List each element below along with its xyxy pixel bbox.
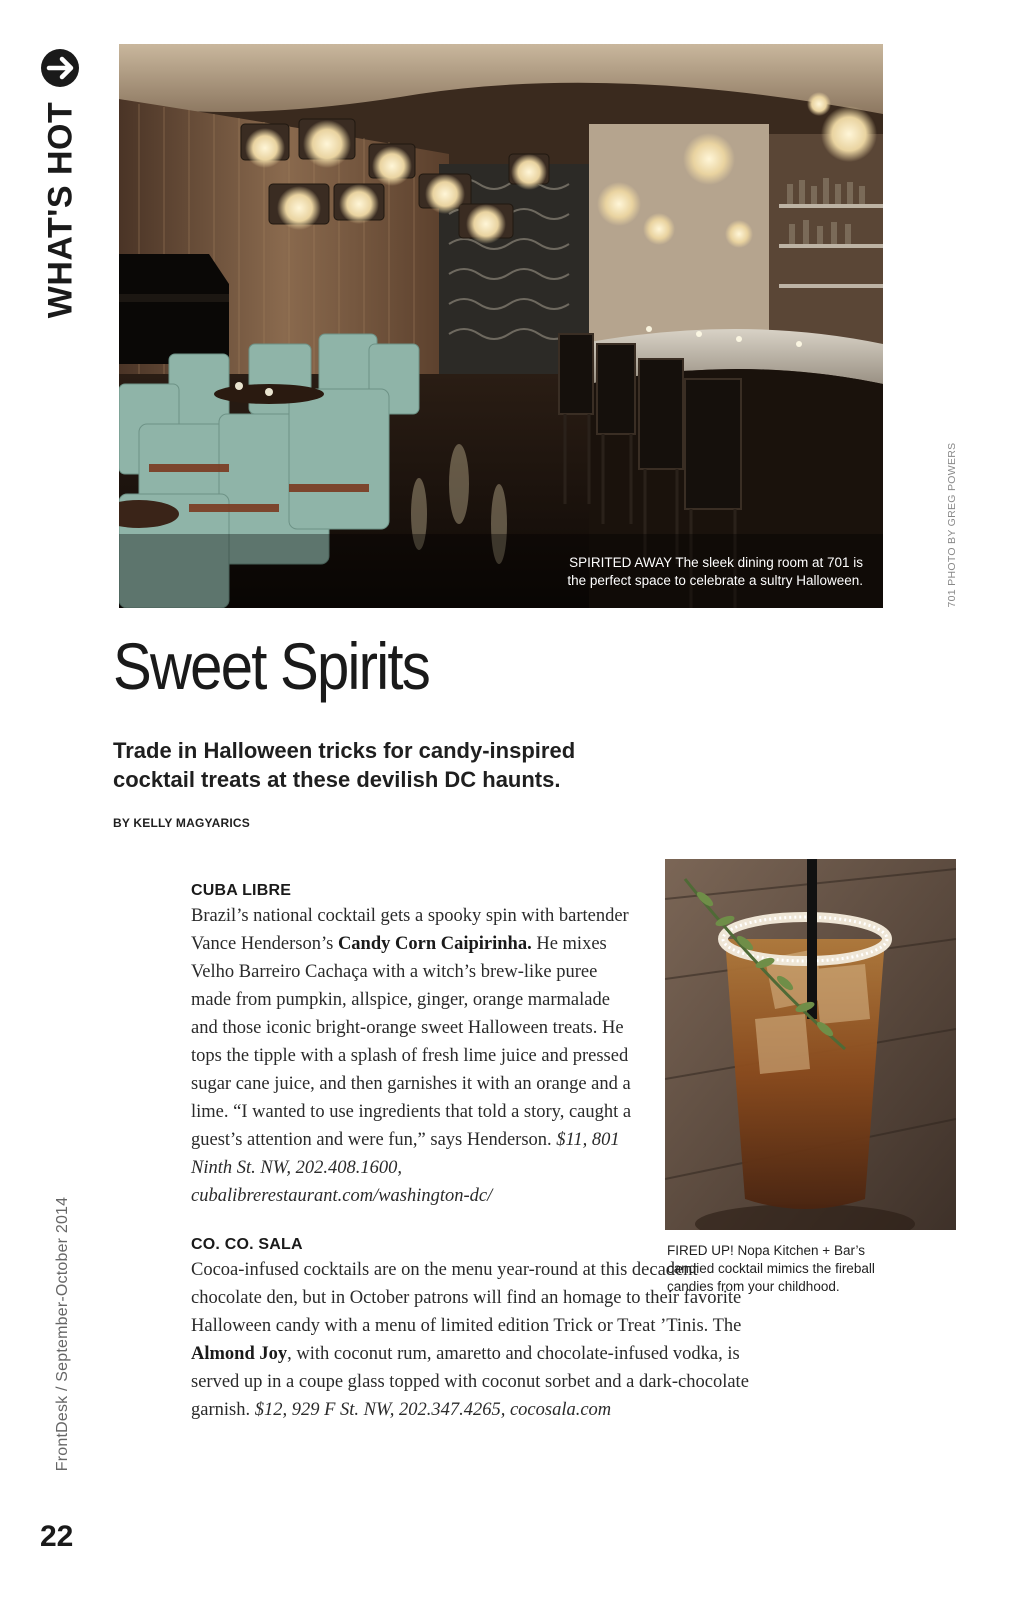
section-tag	[38, 40, 84, 319]
paragraph-text: Brazil’s national cocktail gets a spooky spin with bartender Vance Henderson’s	[191, 906, 629, 954]
section-label: WHAT'S HOT	[41, 101, 80, 319]
hero-caption-line-1: SPIRITED AWAY The sleek dining room at 701 is	[569, 555, 863, 570]
arrow-right-circle-icon	[40, 48, 80, 88]
drink-photo	[665, 859, 956, 1230]
hero-photo	[119, 44, 883, 608]
article-deck	[113, 736, 673, 794]
deck-line-2: cocktail treats at these devilish DC haunts.	[113, 767, 561, 792]
section-heading: CUBA LIBRE	[191, 882, 292, 899]
drink-caption	[667, 1242, 927, 1296]
article-title: Sweet Spirits	[113, 629, 430, 703]
venue-details: $12, 929 F St. NW, 202.347.4265, cocosala.com	[254, 1400, 612, 1420]
drink-name: Candy Corn Caipirinha.	[337, 934, 532, 954]
cocktail-image	[665, 859, 956, 1230]
paragraph-text: , with coconut rum, amaretto and chocolate-infused vodka, is served up in a coupe glass topped with coconut sorbet and a dark-chocolate garnish.	[191, 1344, 749, 1420]
paragraph-text: He mixes Velho Barreiro Cachaça with a witch’s brew-like puree made from pumpkin, allspice, ginger, orange marmalade and those iconic bright-orange sweet Halloween treats. He tops the tipple with a splash of fresh lime juice and pressed sugar cane juice, and then garnishes it with an orange and a lime. “I wanted to use ingredients that told a story, caught a guest’s attention and were fun,” says Henderson.	[191, 934, 632, 1150]
photo-credit: 701 PHOTO BY GREG POWERS	[946, 442, 958, 608]
restaurant-interior-image	[119, 44, 883, 608]
hero-caption	[503, 554, 863, 590]
drink-name: Almond Joy	[191, 1344, 288, 1364]
byline: BY KELLY MAGYARICS	[113, 816, 250, 830]
venue-details: $11, 801 Ninth St. NW, 202.408.1600, cubalibrerestaurant.com/washington-dc/	[191, 1130, 620, 1206]
drink-caption-line-2: candied cocktail mimics the fireball	[667, 1261, 875, 1276]
section-paragraph	[191, 902, 636, 1210]
drink-caption-line-1: FIRED UP! Nopa Kitchen + Bar’s	[667, 1243, 865, 1258]
section-heading: CO. CO. SALA	[191, 1236, 303, 1253]
hero-caption-line-2: the perfect space to celebrate a sultry Halloween.	[567, 573, 863, 588]
deck-line-1: Trade in Halloween tricks for candy-inspired	[113, 738, 576, 763]
page-number: 22	[40, 1520, 74, 1553]
publication-folio: FrontDesk / September-October 2014	[54, 1196, 71, 1472]
drink-caption-line-3: candies from your childhood.	[667, 1279, 840, 1294]
paragraph-text: Cocoa-infused cocktails are on the menu year-round at this decadent chocolate den, but in October patrons will find an homage to their favorite Halloween candy with a menu of limited edition Trick or Treat ’Tinis. The	[191, 1260, 742, 1336]
